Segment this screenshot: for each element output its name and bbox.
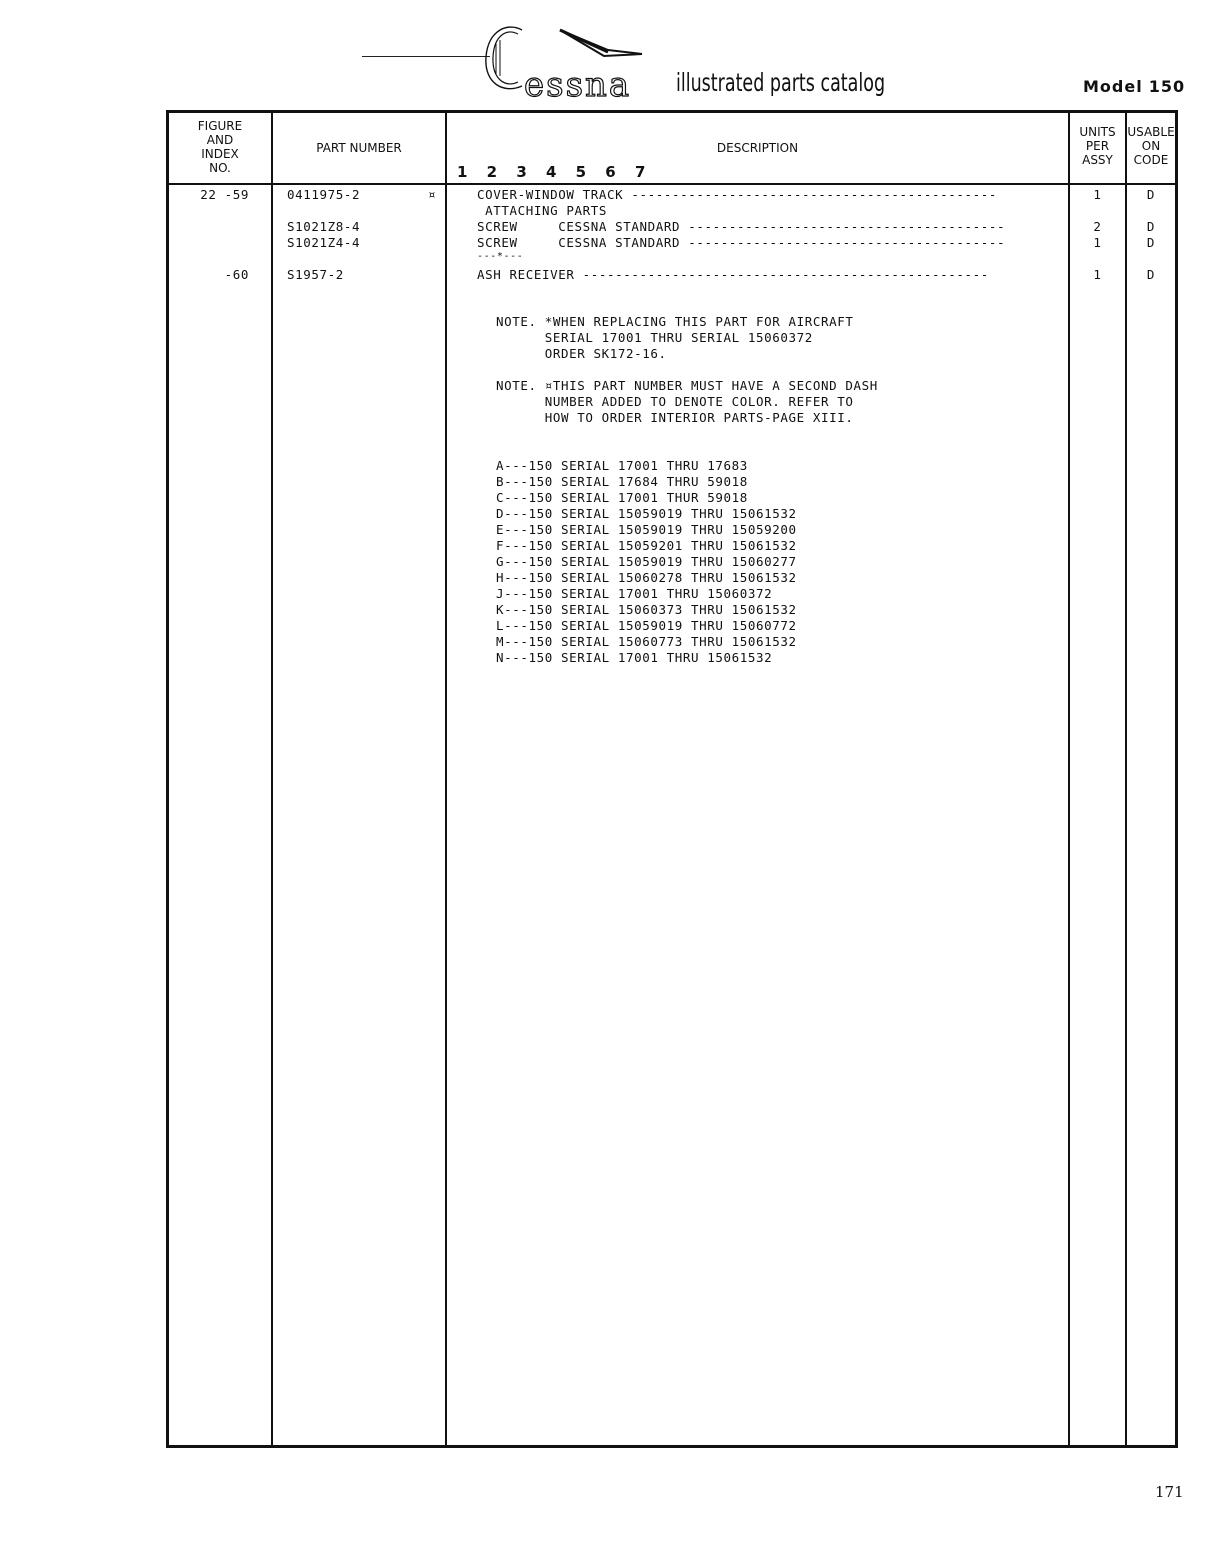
col-header-text: ON bbox=[1141, 139, 1161, 153]
note-line: NOTE. *WHEN REPLACING THIS PART FOR AIRCRAFT bbox=[496, 314, 854, 329]
note-line: ORDER SK172-16. bbox=[496, 346, 667, 361]
indent-level-numbers: 1 2 3 4 5 6 7 bbox=[457, 163, 653, 181]
row-code: D bbox=[1146, 187, 1156, 202]
col-header-text: CODE bbox=[1133, 153, 1169, 167]
note-line: HOW TO ORDER INTERIOR PARTS-PAGE XIII. bbox=[496, 410, 854, 425]
cessna-logo bbox=[478, 12, 668, 105]
col-header-usable-code bbox=[1127, 125, 1175, 167]
serial-code-line: E---150 SERIAL 15059019 THRU 15059200 bbox=[496, 522, 797, 537]
model-number: 150 bbox=[1148, 77, 1186, 96]
col-header-text: FIGURE bbox=[197, 119, 243, 133]
row-figure: 22 -59 bbox=[200, 187, 249, 202]
col-header-part-number: PART NUMBER bbox=[316, 141, 402, 155]
row-description: SCREW CESSNA STANDARD --------------------------------------- bbox=[477, 235, 1006, 250]
row-units: 1 bbox=[1093, 235, 1102, 250]
header-rule bbox=[362, 56, 490, 57]
row-part-number: 0411975-2 bbox=[287, 187, 361, 202]
row-code: D bbox=[1146, 219, 1156, 234]
row-description: ATTACHING PARTS bbox=[477, 203, 608, 218]
row-figure: -60 bbox=[224, 267, 249, 282]
row-part-number: S1957-2 bbox=[287, 267, 344, 282]
serial-code-line: N---150 SERIAL 17001 THRU 15061532 bbox=[496, 650, 773, 665]
row-part-number: S1021Z4-4 bbox=[287, 235, 361, 250]
row-units: 2 bbox=[1093, 219, 1102, 234]
col-header-text: ASSY bbox=[1082, 153, 1113, 167]
column-divider bbox=[271, 113, 273, 1445]
col-header-text: UNITS bbox=[1079, 125, 1116, 139]
serial-code-line: A---150 SERIAL 17001 THRU 17683 bbox=[496, 458, 748, 473]
col-header-text: INDEX bbox=[201, 147, 239, 161]
row-separator: ---*--- bbox=[477, 251, 524, 262]
note-line: NOTE. ¤THIS PART NUMBER MUST HAVE A SECOND DASH bbox=[496, 378, 878, 393]
header-divider bbox=[169, 183, 1175, 185]
note-line: SERIAL 17001 THRU SERIAL 15060372 bbox=[496, 330, 813, 345]
row-description: COVER-WINDOW TRACK --------------------------------------------- bbox=[477, 187, 998, 202]
serial-code-line: J---150 SERIAL 17001 THRU 15060372 bbox=[496, 586, 773, 601]
page-number: 171 bbox=[1155, 1483, 1184, 1501]
row-code: D bbox=[1146, 235, 1156, 250]
serial-code-line: M---150 SERIAL 15060773 THRU 15061532 bbox=[496, 634, 797, 649]
logo-wordmark: essna bbox=[524, 65, 632, 105]
model-label bbox=[1077, 77, 1185, 96]
serial-code-line: K---150 SERIAL 15060373 THRU 15061532 bbox=[496, 602, 797, 617]
serial-code-line: F---150 SERIAL 15059201 THRU 15061532 bbox=[496, 538, 797, 553]
serial-code-line: L---150 SERIAL 15059019 THRU 15060772 bbox=[496, 618, 797, 633]
row-units: 1 bbox=[1093, 187, 1102, 202]
serial-code-line: D---150 SERIAL 15059019 THRU 15061532 bbox=[496, 506, 797, 521]
row-flag: ¤ bbox=[428, 187, 437, 202]
col-header-text: AND bbox=[206, 133, 234, 147]
note-line: NUMBER ADDED TO DENOTE COLOR. REFER TO bbox=[496, 394, 854, 409]
column-divider bbox=[445, 113, 447, 1445]
row-units: 1 bbox=[1093, 267, 1102, 282]
column-divider bbox=[1125, 113, 1127, 1445]
serial-code-line: G---150 SERIAL 15059019 THRU 15060277 bbox=[496, 554, 797, 569]
row-part-number: S1021Z8-4 bbox=[287, 219, 361, 234]
column-divider bbox=[1068, 113, 1070, 1445]
col-header-text: PER bbox=[1085, 139, 1110, 153]
col-header-text: USABLE bbox=[1127, 125, 1175, 139]
col-header-figure bbox=[169, 119, 271, 175]
serial-code-line: C---150 SERIAL 17001 THUR 59018 bbox=[496, 490, 748, 505]
serial-code-line: B---150 SERIAL 17684 THRU 59018 bbox=[496, 474, 748, 489]
row-description: SCREW CESSNA STANDARD --------------------------------------- bbox=[477, 219, 1006, 234]
col-header-text: NO. bbox=[209, 161, 231, 175]
row-description: ASH RECEIVER -------------------------------------------------- bbox=[477, 267, 989, 282]
col-header-description: DESCRIPTION bbox=[716, 141, 799, 155]
catalog-title: illustrated parts catalog bbox=[676, 68, 886, 97]
row-code: D bbox=[1146, 267, 1156, 282]
parts-table bbox=[166, 110, 1178, 1448]
serial-code-line: H---150 SERIAL 15060278 THRU 15061532 bbox=[496, 570, 797, 585]
col-header-units bbox=[1070, 125, 1125, 167]
model-word: Model bbox=[1083, 77, 1143, 96]
